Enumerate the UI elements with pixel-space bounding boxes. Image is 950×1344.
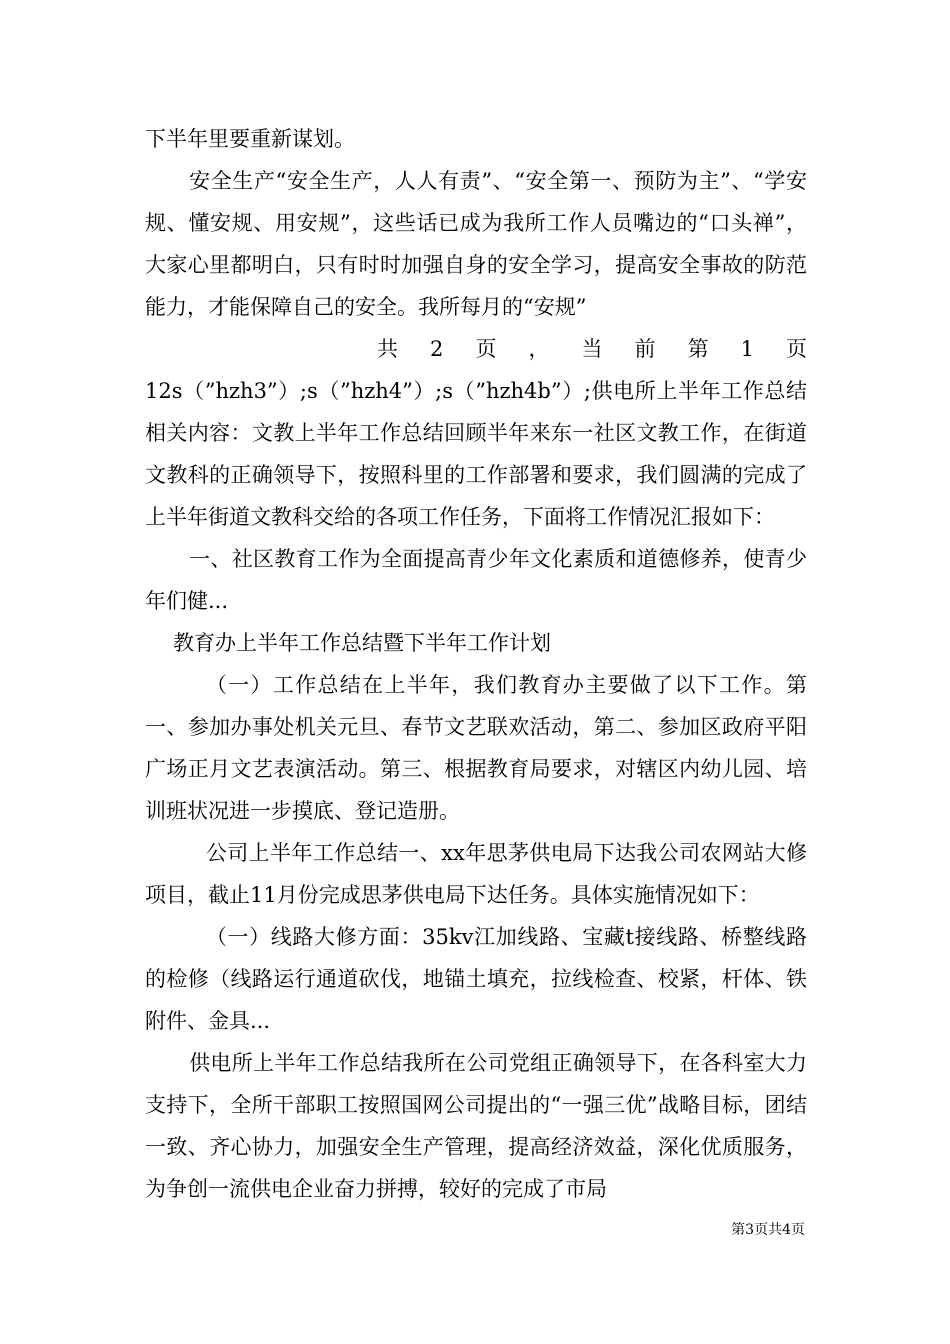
paragraph: 一、社区教育工作为全面提高青少年文化素质和道德修养，使青少年们健... (145, 547, 807, 613)
pager-token: 1 (740, 337, 754, 361)
pager-token: 当 (581, 337, 603, 361)
paragraph: 12s（”hzh3”）;s（”hzh4”）;s（”hzh4b”）;供电所上半年工作总结相关内容：文教上半年工作总结回顾半年来东一社区文教工作，在街道文教科的正确领导下，按照科里的工作部署和要求，我们圆满的完成了上半年街道文教科交给的各项工作任务，下面将工作情况汇报如下： (145, 379, 807, 529)
pager-token: 共 (377, 337, 398, 361)
pager-token: 页 (786, 337, 807, 361)
pager-token: 第 (687, 337, 709, 361)
pager-token: ， (528, 337, 550, 361)
pager-token: 页 (475, 337, 497, 361)
paragraph: 公司上半年工作总结一、xx年思茅供电局下达我公司农网站大修项目，截止11月份完成思茅供电局下达任务。具体实施情况如下： (145, 841, 807, 907)
pager-token: 2 (430, 337, 444, 361)
page-count-line (145, 328, 807, 370)
pager-token: 前 (634, 337, 656, 361)
paragraph: 供电所上半年工作总结我所在公司党组正确领导下，在各科室大力支持下，全所干部职工按照国网公司提出的“一强三优”战略目标，团结一致、齐心协力，加强安全生产管理，提高经济效益，深化优质服务，为争创一流供电企业奋力拼搏，较好的完成了市局 (145, 1051, 807, 1201)
paragraph: （一）线路大修方面：35kv江加线路、宝藏t接线路、桥整线路的检修（线路运行通道砍伐，地锚土填充，拉线检查、校紧，杆体、铁附件、金具... (145, 925, 807, 1033)
section-heading: 教育办上半年工作总结暨下半年工作计划 (173, 631, 551, 655)
paragraph: 下半年里要重新谋划。 (145, 127, 355, 151)
paragraph: 安全生产“安全生产，人人有责”、“安全第一、预防为主”、“学安规、懂安规、用安规”，这些话已成为我所工作人员嘴边的“口头禅”，大家心里都明白，只有时时加强自身的安全学习，提高安全事故的防范能力，才能保障自己的安全。我所每月的“安规” (145, 169, 807, 319)
page-number-footer: 第3页共4页 (731, 1222, 805, 1238)
paragraph: （一）工作总结在上半年，我们教育办主要做了以下工作。第一、参加办事处机关元旦、春节文艺联欢活动，第二、参加区政府平阳广场正月文艺表演活动。第三、根据教育局要求，对辖区内幼儿园、培训班状况进一步摸底、登记造册。 (145, 673, 807, 823)
document-body (145, 118, 807, 1210)
